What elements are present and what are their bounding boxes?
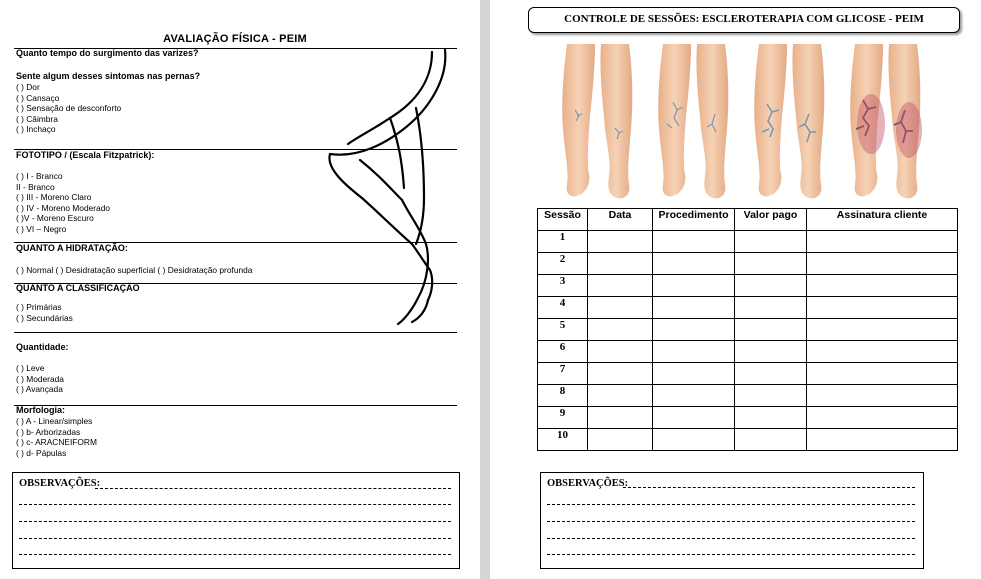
- signature-cell[interactable]: [807, 319, 958, 341]
- classification-option[interactable]: ( ) Secundárias: [16, 312, 73, 323]
- procedure-cell[interactable]: [653, 275, 735, 297]
- signature-cell[interactable]: [807, 297, 958, 319]
- observation-line[interactable]: [19, 538, 451, 539]
- signature-cell[interactable]: [807, 385, 958, 407]
- amount-cell[interactable]: [735, 385, 807, 407]
- phototype-option[interactable]: ( ) I - Branco: [16, 171, 63, 181]
- amount-cell[interactable]: [735, 275, 807, 297]
- signature-cell[interactable]: [807, 429, 958, 451]
- session-number: 9: [538, 407, 588, 429]
- observations-label: OBSERVAÇÕES:: [547, 478, 629, 489]
- procedure-cell[interactable]: [653, 319, 735, 341]
- procedure-cell[interactable]: [653, 341, 735, 363]
- header-date: Data: [588, 209, 653, 231]
- header-client-signature: Assinatura cliente: [807, 209, 958, 231]
- phototype-option[interactable]: II - Branco: [16, 181, 55, 192]
- quantity-options: [16, 363, 64, 395]
- observation-line[interactable]: [95, 488, 451, 489]
- date-cell[interactable]: [588, 231, 653, 253]
- header-procedure: Procedimento: [653, 209, 735, 231]
- observation-line[interactable]: [623, 487, 915, 488]
- observation-line[interactable]: [547, 538, 915, 539]
- session-number: 10: [538, 429, 588, 451]
- amount-cell[interactable]: [735, 341, 807, 363]
- observation-line[interactable]: [19, 554, 451, 555]
- symptom-options: [16, 82, 121, 135]
- signature-cell[interactable]: [807, 341, 958, 363]
- session-number: 6: [538, 341, 588, 363]
- evaluation-title: AVALIAÇÃO FÍSICA - PEIM: [163, 33, 307, 45]
- symptom-option[interactable]: ( ) Câimbra: [16, 113, 58, 124]
- phototype-option[interactable]: ( )V - Moreno Escuro: [16, 213, 94, 224]
- symptom-option[interactable]: ( ) Dor: [16, 82, 40, 92]
- amount-cell[interactable]: [735, 297, 807, 319]
- sessions-page: [490, 0, 981, 579]
- question-varicose-duration: Quanto tempo do surgimento das varizes?: [16, 48, 199, 58]
- signature-cell[interactable]: [807, 275, 958, 297]
- morphology-option[interactable]: ( ) b- Arborizadas: [16, 426, 81, 437]
- session-number: 3: [538, 275, 588, 297]
- observations-label: OBSERVAÇÕES:: [19, 478, 101, 489]
- hydration-title: QUANTO A HIDRATAÇÃO:: [16, 243, 128, 253]
- amount-cell[interactable]: [735, 407, 807, 429]
- amount-cell[interactable]: [735, 319, 807, 341]
- procedure-cell[interactable]: [653, 363, 735, 385]
- date-cell[interactable]: [588, 341, 653, 363]
- amount-cell[interactable]: [735, 429, 807, 451]
- table-row: [538, 341, 958, 363]
- procedure-cell[interactable]: [653, 385, 735, 407]
- procedure-cell[interactable]: [653, 407, 735, 429]
- morphology-option[interactable]: ( ) A - Linear/simples: [16, 416, 93, 426]
- amount-cell[interactable]: [735, 231, 807, 253]
- classification-options: [16, 302, 73, 323]
- morphology-title: Morfologia:: [16, 405, 65, 415]
- morphology-options: [16, 416, 97, 458]
- quantity-option[interactable]: ( ) Avançada: [16, 384, 63, 395]
- table-row: [538, 385, 958, 407]
- leg-illustration: [320, 48, 460, 328]
- question-symptoms: Sente algum desses sintomas nas pernas?: [16, 71, 201, 81]
- table-row: [538, 297, 958, 319]
- divider: [14, 405, 457, 406]
- table-row: [538, 253, 958, 275]
- procedure-cell[interactable]: [653, 231, 735, 253]
- session-number: 1: [538, 231, 588, 253]
- date-cell[interactable]: [588, 407, 653, 429]
- sessions-title-box: [528, 7, 960, 33]
- observation-line[interactable]: [547, 504, 915, 505]
- date-cell[interactable]: [588, 319, 653, 341]
- symptom-option[interactable]: ( ) Sensação de desconforto: [16, 103, 122, 114]
- table-row: [538, 319, 958, 341]
- session-number: 8: [538, 385, 588, 407]
- table-row: [538, 275, 958, 297]
- date-cell[interactable]: [588, 253, 653, 275]
- table-row: [538, 429, 958, 451]
- symptom-option[interactable]: ( ) Cansaço: [16, 92, 60, 103]
- header-session: Sessão: [538, 209, 588, 231]
- amount-cell[interactable]: [735, 363, 807, 385]
- session-number: 2: [538, 253, 588, 275]
- observations-box: [12, 472, 460, 569]
- observation-line[interactable]: [547, 521, 915, 522]
- observations-box: [540, 472, 924, 569]
- date-cell[interactable]: [588, 363, 653, 385]
- page-gutter: [480, 0, 490, 579]
- phototype-options: [16, 171, 110, 235]
- table-header-row: [538, 209, 958, 231]
- classification-title: QUANTO A CLASSIFICAÇÃO: [16, 283, 140, 293]
- session-number: 4: [538, 297, 588, 319]
- observation-line[interactable]: [19, 504, 451, 505]
- date-cell[interactable]: [588, 297, 653, 319]
- phototype-option[interactable]: ( ) III - Moreno Claro: [16, 192, 92, 203]
- quantity-option[interactable]: ( ) Moderada: [16, 373, 64, 384]
- observation-line[interactable]: [19, 521, 451, 522]
- morphology-option[interactable]: ( ) d- Pápulas: [16, 447, 67, 458]
- table-row: [538, 231, 958, 253]
- hydration-options[interactable]: ( ) Normal ( ) Desidratação superficial ( ) Desidratação profunda: [16, 265, 253, 275]
- quantity-title: Quantidade:: [16, 342, 69, 352]
- date-cell[interactable]: [588, 275, 653, 297]
- varicose-veins-overlay: [555, 44, 935, 204]
- session-number: 5: [538, 319, 588, 341]
- signature-cell[interactable]: [807, 407, 958, 429]
- quantity-option[interactable]: ( ) Leve: [16, 363, 45, 373]
- procedure-cell[interactable]: [653, 253, 735, 275]
- symptom-option[interactable]: ( ) Inchaço: [16, 124, 56, 135]
- header-amount-paid: Valor pago: [735, 209, 807, 231]
- table-row: [538, 363, 958, 385]
- signature-cell[interactable]: [807, 363, 958, 385]
- phototype-option[interactable]: ( ) VI – Negro: [16, 223, 67, 234]
- observation-line[interactable]: [547, 554, 915, 555]
- amount-cell[interactable]: [735, 253, 807, 275]
- sessions-table: [537, 208, 958, 451]
- signature-cell[interactable]: [807, 231, 958, 253]
- session-number: 7: [538, 363, 588, 385]
- procedure-cell[interactable]: [653, 429, 735, 451]
- classification-option[interactable]: ( ) Primárias: [16, 302, 62, 312]
- date-cell[interactable]: [588, 385, 653, 407]
- date-cell[interactable]: [588, 429, 653, 451]
- phototype-option[interactable]: ( ) IV - Moreno Moderado: [16, 202, 111, 213]
- table-row: [538, 407, 958, 429]
- evaluation-page: [0, 0, 480, 579]
- morphology-option[interactable]: ( ) c- ARACNEIFORM: [16, 437, 97, 448]
- divider: [14, 332, 457, 333]
- sessions-title: CONTROLE DE SESSÕES: ESCLEROTERAPIA COM GLICOSE - PEIM: [564, 13, 924, 25]
- signature-cell[interactable]: [807, 253, 958, 275]
- phototype-title: FOTOTIPO / (Escala Fitzpatrick):: [16, 150, 155, 160]
- procedure-cell[interactable]: [653, 297, 735, 319]
